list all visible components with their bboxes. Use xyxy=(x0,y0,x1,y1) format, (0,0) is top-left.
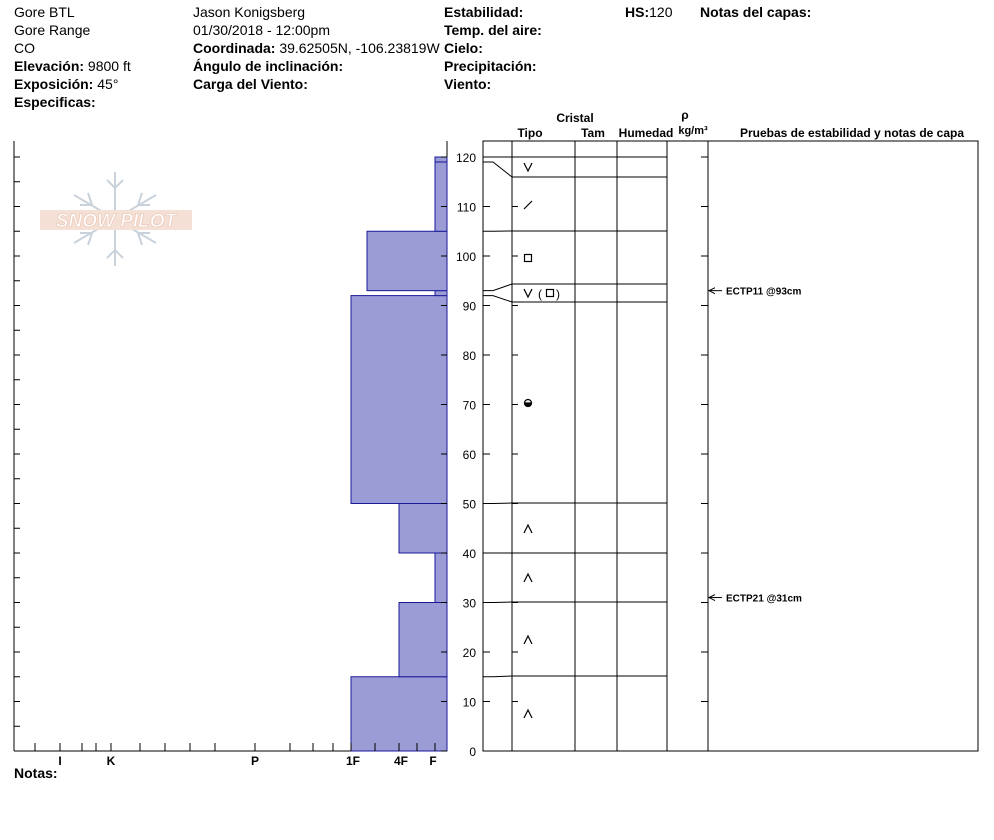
depth-tick-label: 120 xyxy=(455,151,476,165)
air-temp-label: Temp. del aire: xyxy=(444,22,542,38)
facets-symbol xyxy=(524,525,532,533)
hoar-mark xyxy=(524,163,532,171)
hoar-symbol xyxy=(524,163,532,171)
decomp-mark xyxy=(524,201,532,209)
depth-tick-label: 100 xyxy=(455,250,476,264)
secondary-grain-paren: ( xyxy=(538,287,542,301)
hardness-bars xyxy=(351,157,447,751)
square-mark xyxy=(525,255,532,262)
observer-name: Jason Konigsberg xyxy=(193,4,306,20)
hardness-tick-label: K xyxy=(106,754,116,768)
facets-symbol xyxy=(524,636,532,644)
hardness-tick-label: 1F xyxy=(345,754,361,768)
decomp-symbol xyxy=(524,201,532,209)
hardness-bar xyxy=(435,162,447,231)
hs-label: HS: xyxy=(625,4,650,20)
crystal-table xyxy=(483,141,978,751)
depth-tick-label: 10 xyxy=(462,695,476,710)
square-symbol xyxy=(525,255,532,262)
hardness-bar xyxy=(351,296,447,504)
state-name: CO xyxy=(14,40,35,56)
layer-connector xyxy=(483,284,512,291)
layer-connector xyxy=(483,296,512,302)
depth-tick-label: 40 xyxy=(462,547,476,561)
layer-connector xyxy=(483,676,512,677)
coords-label: Coordinada: xyxy=(193,40,276,56)
crystal-table-headers xyxy=(517,108,964,140)
round-fill xyxy=(525,403,532,407)
snowpilot-logo xyxy=(40,172,192,266)
col-cristal: Cristal xyxy=(556,111,594,125)
depth-tick-label: 80 xyxy=(462,349,476,363)
logo-text: SNOW PILOT xyxy=(55,211,177,232)
depth-tick-label: 0 xyxy=(469,745,476,759)
elevation-label: Elevación: xyxy=(14,58,85,74)
depth-tick-label: 20 xyxy=(462,646,476,660)
hardness-bar xyxy=(351,677,447,751)
stability-tests xyxy=(709,287,802,605)
square-mark xyxy=(547,290,554,297)
depth-tick-label: 50 xyxy=(462,497,476,512)
col-tipo: Tipo xyxy=(517,126,543,140)
hoar-mark xyxy=(524,289,532,297)
facet-mark xyxy=(524,525,532,533)
facets-symbol xyxy=(524,574,532,582)
slope-label: Ángulo de inclinación: xyxy=(193,58,344,74)
col-tam: Tam xyxy=(581,126,605,140)
stability-label: Estabilidad: xyxy=(444,4,524,20)
rounded-symbol xyxy=(525,400,532,407)
depth-tick-label: 30 xyxy=(462,596,476,611)
col-tests: Pruebas de estabilidad y notas de capa xyxy=(739,126,965,140)
facet-mark xyxy=(524,574,532,582)
elevation-value: 9800 ft xyxy=(87,58,131,74)
hardness-tick-label: P xyxy=(250,754,260,768)
datetime: 01/30/2018 - 12:00pm xyxy=(193,22,330,38)
hardness-bar xyxy=(435,291,447,296)
layer-notes-label: Notas del capas: xyxy=(700,4,812,20)
precip-label: Precipitación: xyxy=(444,58,537,74)
depth-tick-label: 60 xyxy=(462,448,476,462)
hardness-tick-label: F xyxy=(429,754,437,768)
hardness-bar xyxy=(367,231,447,290)
facet-mark xyxy=(524,636,532,644)
wind-load-label: Carga del Viento: xyxy=(193,76,308,92)
depth-tick-label: 110 xyxy=(456,200,476,215)
aspect-value: 45° xyxy=(97,76,119,92)
hs-value: 120 xyxy=(649,4,673,20)
depth-tick-label: 70 xyxy=(462,398,476,413)
test-label: ECTP11 @93cm xyxy=(726,286,802,298)
sky-label: Cielo: xyxy=(444,40,483,56)
test-label: ECTP21 @31cm xyxy=(726,593,802,605)
col-density-unit: kg/m³ xyxy=(678,125,708,137)
hardness-bar xyxy=(399,504,447,554)
col-rho: ρ xyxy=(681,108,689,122)
col-humedad: Humedad xyxy=(618,126,674,140)
wind-label: Viento: xyxy=(444,76,492,92)
hardness-bar xyxy=(435,157,447,162)
hardness-bar xyxy=(399,603,447,677)
grain-symbols xyxy=(524,163,560,718)
hardness-bar xyxy=(435,553,447,603)
table-frame xyxy=(483,141,978,751)
hardness-tick-label: 4F xyxy=(393,754,409,768)
notes-label: Notas: xyxy=(14,765,58,781)
hoar-symbol xyxy=(524,289,532,297)
aspect-label: Exposición: xyxy=(14,76,94,92)
facets-symbol xyxy=(524,710,532,718)
depth-tick-label: 90 xyxy=(462,299,476,314)
layer-connector xyxy=(483,162,512,177)
hardness-tick-label: I xyxy=(58,754,62,768)
facet-mark xyxy=(524,710,532,718)
secondary-grain-paren: ) xyxy=(556,287,560,301)
location-name: Gore BTL xyxy=(14,4,75,20)
specifics-label: Especificas: xyxy=(14,94,96,110)
square-symbol xyxy=(547,290,554,297)
coords-value: 39.62505N, -106.23819W xyxy=(279,40,440,56)
range-name: Gore Range xyxy=(14,22,91,38)
